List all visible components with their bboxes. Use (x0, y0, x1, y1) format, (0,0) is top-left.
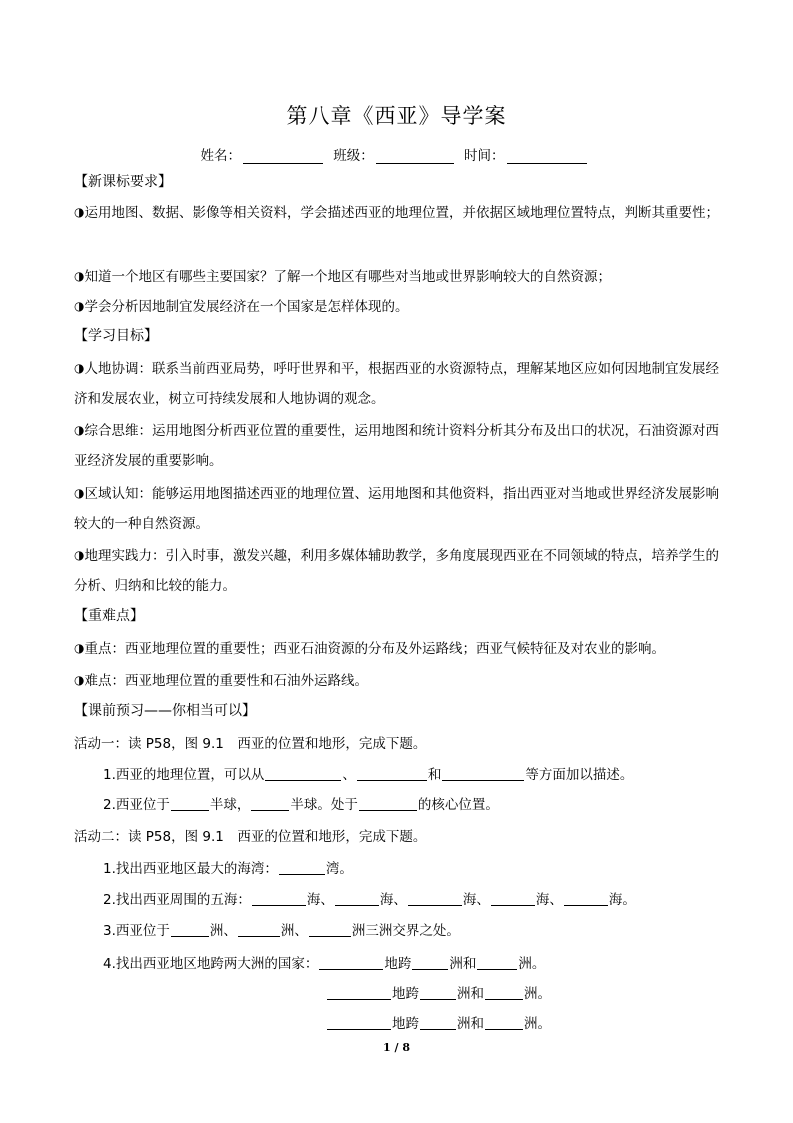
page-number: 1 / 8 (383, 1041, 410, 1054)
activity-2-question-4: 4.找出西亚地区地跨两大洲的国家： 地跨 洲和 洲。 (103, 956, 546, 972)
activity-2-question-1: 1.找出西亚地区最大的海湾： 湾。 (103, 861, 353, 877)
answer-blank[interactable] (327, 986, 391, 1000)
bullet-icon: ◑ (74, 486, 85, 500)
answer-blank[interactable] (442, 767, 524, 781)
answer-blank[interactable] (420, 1016, 456, 1030)
activity-1-question-2: 2.西亚位于 半球， 半球。处于 的核心位置。 (103, 797, 499, 813)
answer-blank[interactable] (319, 956, 383, 970)
goals-item-4: ◑地理实践力：引入时事，激发兴趣，利用多媒体辅助教学，多角度展现西亚在不同领域的特点，培养学生的分析、归纳和比较的能力。 (74, 548, 719, 594)
answer-blank[interactable] (265, 767, 341, 781)
activity-1-title: 活动一：读 P58，图 9.1 西亚的位置和地形，完成下题。 (74, 736, 427, 752)
answer-blank[interactable] (335, 892, 379, 906)
section-heading-goals: 【学习目标】 (74, 328, 158, 344)
class-blank[interactable] (376, 149, 454, 164)
class-label: 班级： (333, 148, 374, 164)
answer-blank[interactable] (408, 892, 462, 906)
bullet-icon: ◑ (74, 673, 85, 687)
key-point-item-2: ◑难点：西亚地理位置的重要性和石油外运路线。 (74, 673, 368, 689)
answer-blank[interactable] (279, 861, 325, 875)
section-heading-preview: 【课前预习——你相当可以】 (74, 703, 256, 719)
answer-blank[interactable] (171, 797, 209, 811)
answer-blank[interactable] (477, 956, 517, 970)
activity-2-title: 活动二：读 P58，图 9.1 西亚的位置和地形，完成下题。 (74, 829, 427, 845)
goals-item-2: ◑综合思维：运用地图分析西亚位置的重要性，运用地图和统计资料分析其分布及出口的状况，石油资源对西亚经济发展的重要影响。 (74, 423, 719, 469)
answer-blank[interactable] (485, 1016, 523, 1030)
time-blank[interactable] (507, 149, 587, 164)
activity-2-question-4-line-3: 地跨 洲和 洲。 (326, 1015, 793, 1033)
answer-blank[interactable] (420, 986, 456, 1000)
activity-1-question-1: 1.西亚的地理位置，可以从 、 和 等方面加以描述。 (103, 767, 634, 783)
answer-blank[interactable] (309, 923, 351, 937)
goals-item-3: ◑区域认知：能够运用地图描述西亚的地理位置、运用地图和其他资料，指出西亚对当地或世界经济发展影响较大的一种自然资源。 (74, 486, 719, 532)
standards-item-3: ◑学会分析因地制宜发展经济在一个国家是怎样体现的。 (74, 299, 409, 315)
answer-blank[interactable] (564, 892, 608, 906)
page-title: 第八章《西亚》导学案 (286, 104, 507, 128)
bullet-icon: ◑ (74, 299, 85, 313)
answer-blank[interactable] (357, 767, 427, 781)
section-heading-standards: 【新课标要求】 (74, 174, 172, 190)
bullet-icon: ◑ (74, 361, 85, 375)
answer-blank[interactable] (485, 986, 523, 1000)
bullet-icon: ◑ (74, 548, 85, 562)
answer-blank[interactable] (171, 923, 209, 937)
answer-blank[interactable] (412, 956, 448, 970)
goals-item-1: ◑人地协调：联系当前西亚局势，呼吁世界和平，根据西亚的水资源特点，理解某地区应如何因地制宜发展经济和发展农业，树立可持续发展和人地协调的观念。 (74, 361, 719, 407)
activity-2-question-4-line-2: 地跨 洲和 洲。 (326, 985, 793, 1003)
activity-2-question-3: 3.西亚位于 洲、 洲、 洲三洲交界之处。 (103, 923, 460, 939)
bullet-icon: ◑ (74, 269, 85, 283)
standards-item-1: ◑运用地图、数据、影像等相关资料，学会描述西亚的地理位置，并依据区域地理位置特点，判断其重要性； (74, 205, 719, 221)
section-heading-key-points: 【重难点】 (74, 608, 144, 624)
name-label: 姓名： (200, 148, 241, 164)
activity-2-question-2: 2.找出西亚周围的五海： 海、 海、 海、 海、 海。 (103, 892, 636, 908)
answer-blank[interactable] (251, 797, 289, 811)
answer-blank[interactable] (252, 892, 306, 906)
standards-item-2: ◑知道一个地区有哪些主要国家？了解一个地区有哪些对当地或世界影响较大的自然资源； (74, 269, 611, 285)
bullet-icon: ◑ (74, 423, 85, 437)
student-info-row (0, 144, 793, 164)
key-point-item-1: ◑重点：西亚地理位置的重要性；西亚石油资源的分布及外运路线；西亚气候特征及对农业的影响。 (74, 641, 665, 657)
time-label: 时间： (464, 148, 505, 164)
name-blank[interactable] (243, 149, 323, 164)
bullet-icon: ◑ (74, 205, 85, 219)
answer-blank[interactable] (238, 923, 280, 937)
answer-blank[interactable] (327, 1016, 391, 1030)
answer-blank[interactable] (491, 892, 535, 906)
answer-blank[interactable] (359, 797, 417, 811)
bullet-icon: ◑ (74, 641, 85, 655)
